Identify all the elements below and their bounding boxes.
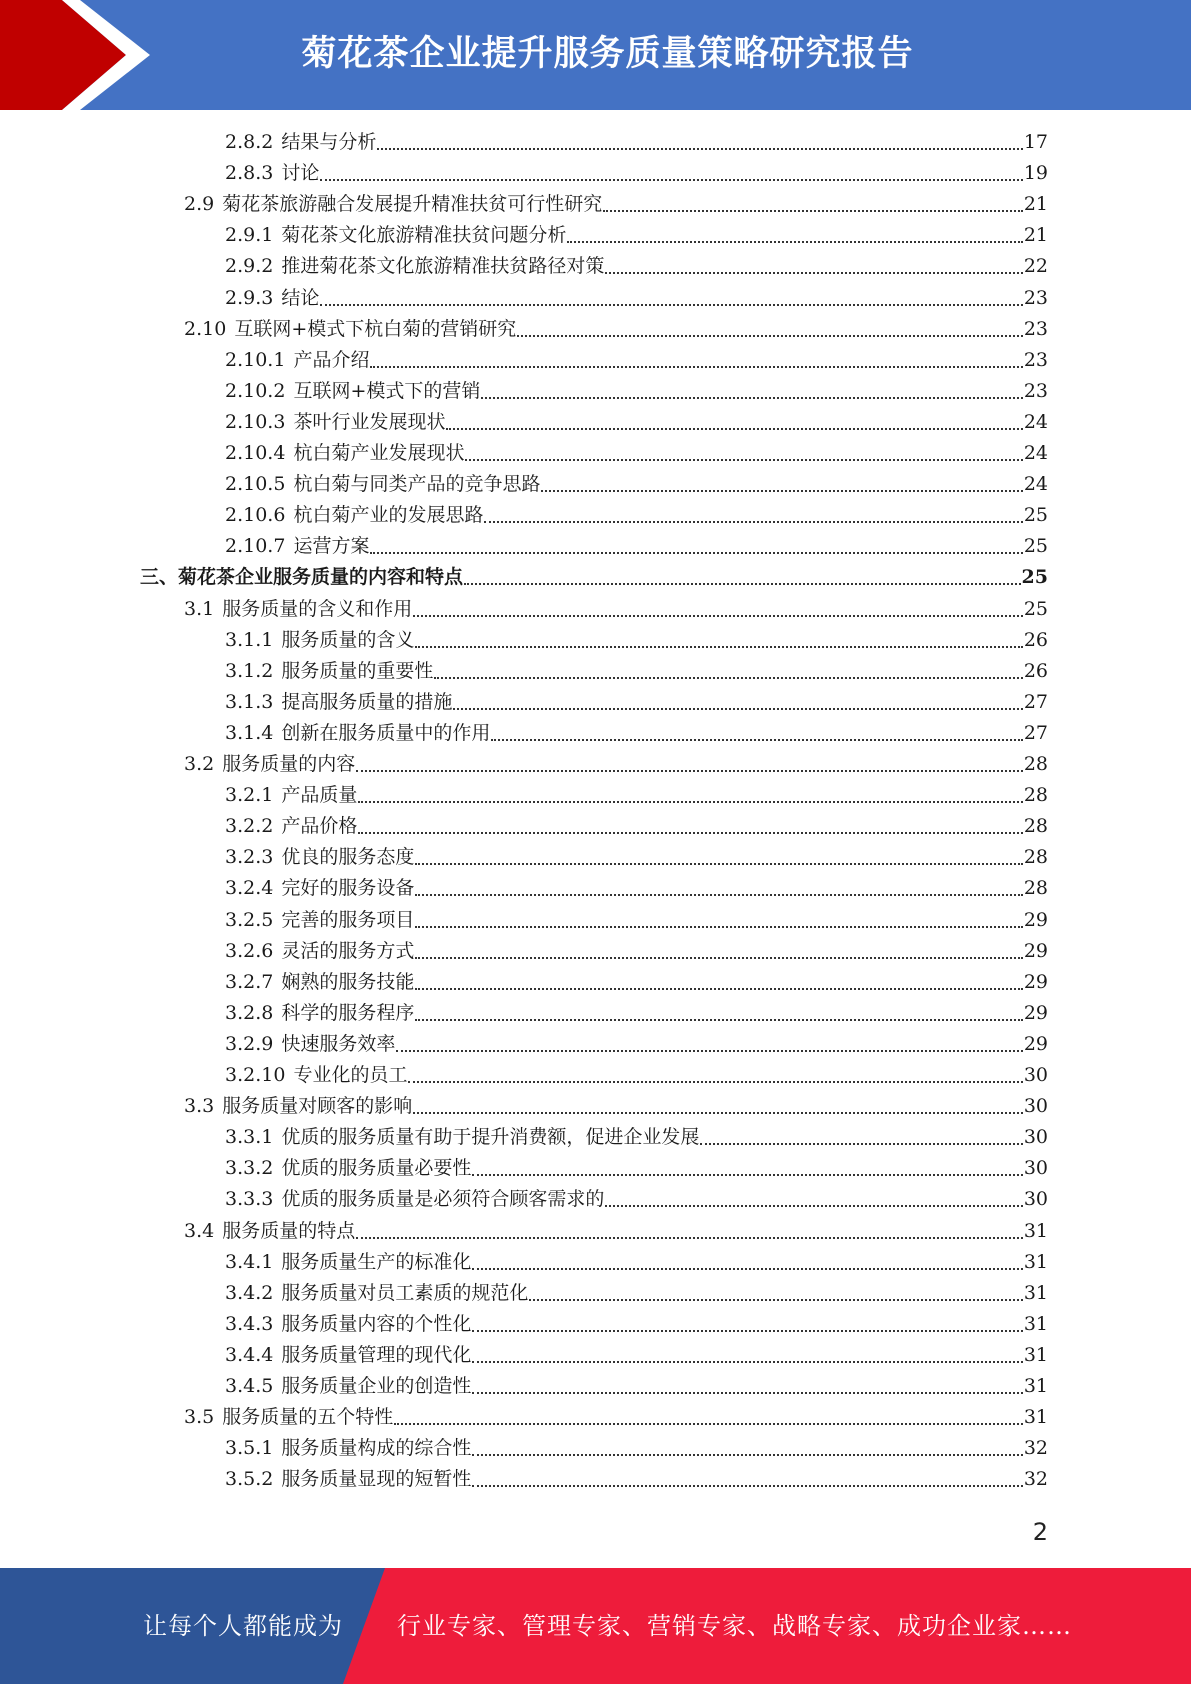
toc-dot-leader (394, 1423, 1023, 1425)
toc-entry-number: 2.10 (184, 318, 227, 340)
toc-entry-page: 23 (1023, 318, 1048, 340)
toc-entry[interactable] (184, 1091, 1048, 1122)
toc-entry-page: 29 (1023, 940, 1048, 962)
toc-entry-number: 2.10.7 (225, 535, 286, 557)
toc-entry[interactable] (225, 158, 1048, 189)
toc-entry-page: 29 (1023, 909, 1048, 931)
toc-entry-title: 产品价格 (281, 815, 358, 837)
toc-entry-title: 结果与分析 (281, 131, 377, 153)
toc-dot-leader (605, 272, 1022, 274)
toc-entry[interactable] (225, 127, 1048, 158)
toc-entry-title: 推进菊花茶文化旅游精准扶贫路径对策 (281, 255, 605, 277)
toc-entry-page: 19 (1023, 162, 1048, 184)
toc-dot-leader (415, 957, 1022, 959)
toc-entry[interactable] (184, 594, 1048, 625)
toc-entry-number: 3.4.2 (225, 1282, 274, 1304)
toc-entry-number: 3.5 (184, 1406, 215, 1428)
toc-entry-title: 服务质量管理的现代化 (281, 1344, 472, 1366)
toc-entry-number: 3.3.3 (225, 1188, 274, 1210)
toc-entry[interactable] (225, 531, 1048, 562)
toc-entry-title: 服务质量对顾客的影响 (222, 1095, 413, 1117)
toc-entry-page: 27 (1023, 722, 1048, 744)
toc-entry[interactable] (225, 1153, 1048, 1184)
toc-dot-leader (320, 304, 1022, 306)
toc-entry-title: 结论 (281, 287, 320, 309)
toc-entry-page: 25 (1023, 504, 1048, 526)
toc-dot-leader (415, 646, 1022, 648)
toc-entry-page: 31 (1023, 1375, 1048, 1397)
toc-entry-page: 23 (1023, 380, 1048, 402)
toc-entry-number: 3.2.9 (225, 1033, 274, 1055)
toc-entry[interactable] (225, 1464, 1048, 1495)
toc-dot-leader (370, 366, 1022, 368)
toc-entry-page: 21 (1023, 224, 1048, 246)
toc-entry-title: 专业化的员工 (293, 1064, 408, 1086)
toc-entry-title: 科学的服务程序 (281, 1002, 415, 1024)
toc-dot-leader (356, 770, 1023, 772)
toc-dot-leader (320, 179, 1022, 181)
toc-entry[interactable] (225, 1309, 1048, 1340)
toc-entry[interactable] (225, 1433, 1048, 1464)
toc-entry-title: 杭白菊与同类产品的竞争思路 (293, 473, 541, 495)
toc-dot-leader (434, 677, 1022, 679)
toc-entry-number: 2.10.1 (225, 349, 286, 371)
toc-entry-page: 23 (1023, 287, 1048, 309)
toc-entry-title: 互联网+模式下杭白菊的营销研究 (234, 318, 517, 340)
toc-entry-number: 3.2.8 (225, 1002, 274, 1024)
toc-dot-leader (481, 397, 1022, 399)
toc-entry-number: 3.2.10 (225, 1064, 286, 1086)
toc-entry[interactable] (225, 251, 1048, 282)
toc-entry[interactable] (225, 376, 1048, 407)
toc-entry-title: 优质的服务质量有助于提升消费额，促进企业发展 (281, 1126, 700, 1148)
toc-entry-number: 2.8.3 (225, 162, 274, 184)
toc-entry[interactable] (225, 220, 1048, 251)
toc-entry-title: 杭白菊产业发展现状 (293, 442, 465, 464)
toc-entry[interactable] (225, 780, 1048, 811)
toc-entry-number: 3.4.4 (225, 1344, 274, 1366)
toc-entry-number: 3.1.3 (225, 691, 274, 713)
toc-entry-page: 31 (1023, 1344, 1048, 1366)
toc-entry-title: 服务质量的含义 (281, 629, 415, 651)
toc-entry-number: 2.10.4 (225, 442, 286, 464)
toc-dot-leader (453, 708, 1022, 710)
toc-entry-page: 31 (1023, 1313, 1048, 1335)
toc-entry-page: 30 (1023, 1095, 1048, 1117)
toc-entry-page: 22 (1023, 255, 1048, 277)
toc-entry[interactable] (225, 811, 1048, 842)
toc-entry-page: 31 (1023, 1282, 1048, 1304)
toc-entry-title: 服务质量对员工素质的规范化 (281, 1282, 529, 1304)
toc-entry-title: 运营方案 (293, 535, 370, 557)
toc-entry-title: 完好的服务设备 (281, 877, 415, 899)
toc-dot-leader (396, 1050, 1022, 1052)
toc-entry-number: 2.10.3 (225, 411, 286, 433)
toc-dot-leader (356, 1237, 1023, 1239)
toc-dot-leader (472, 1330, 1022, 1332)
toc-entry[interactable] (225, 687, 1048, 718)
toc-entry-number: 3.5.2 (225, 1468, 274, 1490)
toc-entry-number: 3.2.3 (225, 846, 274, 868)
toc-entry-page: 17 (1023, 131, 1048, 153)
toc-entry[interactable] (184, 1402, 1048, 1433)
toc-entry[interactable] (225, 1060, 1048, 1091)
toc-entry-page: 32 (1023, 1437, 1048, 1459)
toc-entry-page: 31 (1023, 1406, 1048, 1428)
toc-entry-number: 3.4 (184, 1220, 215, 1242)
report-title: 菊花茶企业提升服务质量策略研究报告 (301, 34, 914, 74)
toc-entry-number: 3.1 (184, 598, 215, 620)
toc-dot-leader (358, 801, 1022, 803)
toc-entry[interactable] (225, 718, 1048, 749)
toc-entry[interactable] (225, 1278, 1048, 1309)
toc-entry-title: 服务质量的重要性 (281, 660, 434, 682)
toc-dot-leader (472, 1454, 1022, 1456)
toc-entry-number: 3.2.1 (225, 784, 274, 806)
toc-entry-page: 24 (1023, 442, 1048, 464)
toc-entry[interactable] (225, 998, 1048, 1029)
toc-entry-number: 2.10.2 (225, 380, 286, 402)
toc-entry-title: 服务质量的含义和作用 (222, 598, 413, 620)
toc-entry[interactable] (225, 500, 1048, 531)
toc-entry-title: 杭白菊产业的发展思路 (293, 504, 484, 526)
toc-entry[interactable] (225, 345, 1048, 376)
toc-entry-number: 2.8.2 (225, 131, 274, 153)
toc-entry-page: 28 (1023, 753, 1048, 775)
toc-entry-title: 服务质量企业的创造性 (281, 1375, 472, 1397)
toc-entry-title: 菊花茶旅游融合发展提升精准扶贫可行性研究 (222, 193, 603, 215)
toc-dot-leader (472, 1174, 1022, 1176)
toc-entry[interactable] (184, 749, 1048, 780)
toc-entry-number: 3.2.5 (225, 909, 274, 931)
toc-entry[interactable] (225, 1122, 1048, 1153)
toc-dot-leader (484, 521, 1022, 523)
toc-entry-number: 3.4.5 (225, 1375, 274, 1397)
toc-dot-leader (415, 926, 1022, 928)
toc-dot-leader (472, 1361, 1022, 1363)
toc-entry[interactable] (225, 1029, 1048, 1060)
toc-entry-number: 2.9.1 (225, 224, 274, 246)
toc-entry[interactable] (225, 625, 1048, 656)
toc-entry-number: 3.2.2 (225, 815, 274, 837)
toc-dot-leader (603, 210, 1023, 212)
toc-dot-leader (415, 894, 1022, 896)
toc-dot-leader (415, 1019, 1022, 1021)
toc-entry[interactable] (225, 407, 1048, 438)
toc-dot-leader (415, 863, 1022, 865)
toc-entry-number: 3.3.1 (225, 1126, 274, 1148)
toc-entry-page: 32 (1023, 1468, 1048, 1490)
toc-entry-page: 27 (1023, 691, 1048, 713)
toc-dot-leader (413, 1112, 1023, 1114)
toc-entry-title: 讨论 (281, 162, 320, 184)
toc-entry-title: 服务质量的内容 (222, 753, 356, 775)
toc-entry-page: 30 (1023, 1188, 1048, 1210)
toc-entry-title: 优良的服务态度 (281, 846, 415, 868)
toc-dot-leader (377, 148, 1022, 150)
toc-entry[interactable] (225, 438, 1048, 469)
toc-entry-title: 互联网+模式下的营销 (293, 380, 481, 402)
toc-dot-leader (491, 739, 1022, 741)
toc-entry-number: 3.4.3 (225, 1313, 274, 1335)
toc-entry-page: 31 (1023, 1251, 1048, 1273)
page-footer (0, 1568, 1191, 1684)
toc-entry-number: 3.2.6 (225, 940, 274, 962)
toc-dot-leader (567, 241, 1022, 243)
toc-entry-number: 3.1.1 (225, 629, 274, 651)
toc-entry-page: 28 (1023, 815, 1048, 837)
toc-dot-leader (472, 1485, 1022, 1487)
toc-entry-number: 3.5.1 (225, 1437, 274, 1459)
toc-dot-leader (517, 335, 1023, 337)
toc-entry-page: 29 (1023, 1033, 1048, 1055)
toc-dot-leader (464, 583, 1021, 585)
toc-entry-page: 29 (1023, 1002, 1048, 1024)
toc-entry-number: 2.9.3 (225, 287, 274, 309)
toc-entry-title: 产品介绍 (293, 349, 370, 371)
toc-entry-title: 服务质量构成的综合性 (281, 1437, 472, 1459)
toc-dot-leader (700, 1143, 1022, 1145)
toc-dot-leader (472, 1392, 1022, 1394)
toc-entry[interactable] (225, 873, 1048, 904)
toc-entry-title: 快速服务效率 (281, 1033, 396, 1055)
toc-entry-title: 优质的服务质量是必须符合顾客需求的 (281, 1188, 605, 1210)
toc-entry[interactable] (140, 562, 1048, 593)
toc-dot-leader (413, 615, 1023, 617)
toc-entry-page: 23 (1023, 349, 1048, 371)
toc-entry[interactable] (225, 283, 1048, 314)
toc-entry-number: 2.9.2 (225, 255, 274, 277)
toc-entry-title: 菊花茶企业服务质量的内容和特点 (178, 566, 464, 588)
toc-entry[interactable] (225, 842, 1048, 873)
toc-entry-page: 28 (1023, 784, 1048, 806)
toc-dot-leader (605, 1205, 1022, 1207)
toc-entry[interactable] (225, 1184, 1048, 1215)
footer-slogan-left: 让每个人都能成为 (143, 1612, 343, 1640)
toc-entry-number: 3.2.7 (225, 971, 274, 993)
toc-entry-page: 25 (1023, 598, 1048, 620)
toc-entry-title: 菊花茶文化旅游精准扶贫问题分析 (281, 224, 567, 246)
toc-entry-page: 28 (1023, 877, 1048, 899)
toc-entry-page: 31 (1023, 1220, 1048, 1242)
toc-entry[interactable] (184, 1216, 1048, 1247)
toc-entry-page: 30 (1023, 1064, 1048, 1086)
toc-entry-page: 26 (1023, 629, 1048, 651)
toc-entry-number: 2.9 (184, 193, 215, 215)
toc-entry-title: 服务质量的特点 (222, 1220, 356, 1242)
toc-dot-leader (529, 1299, 1022, 1301)
toc-entry[interactable] (184, 314, 1048, 345)
toc-entry-title: 茶叶行业发展现状 (293, 411, 446, 433)
toc-entry[interactable] (225, 936, 1048, 967)
toc-entry[interactable] (225, 1340, 1048, 1371)
toc-entry-page: 28 (1023, 846, 1048, 868)
toc-dot-leader (541, 490, 1022, 492)
toc-dot-leader (408, 1081, 1022, 1083)
toc-entry-number: 3.2.4 (225, 877, 274, 899)
toc-entry[interactable] (225, 905, 1048, 936)
toc-entry-title: 娴熟的服务技能 (281, 971, 415, 993)
footer-slogan-right: 行业专家、管理专家、营销专家、战略专家、成功企业家…… (397, 1612, 1072, 1640)
toc-entry-number: 2.10.6 (225, 504, 286, 526)
toc-entry-number: 3.4.1 (225, 1251, 274, 1273)
toc-entry[interactable] (225, 967, 1048, 998)
toc-entry-page: 25 (1023, 535, 1048, 557)
toc-entry[interactable] (225, 1247, 1048, 1278)
toc-dot-leader (370, 552, 1022, 554)
toc-entry[interactable] (184, 189, 1048, 220)
toc-entry-title: 灵活的服务方式 (281, 940, 415, 962)
toc-entry-page: 24 (1023, 473, 1048, 495)
toc-dot-leader (358, 832, 1022, 834)
toc-entry-number: 3.3.2 (225, 1157, 274, 1179)
toc-entry-page: 26 (1023, 660, 1048, 682)
toc-entry-title: 服务质量的五个特性 (222, 1406, 394, 1428)
toc-entry-title: 创新在服务质量中的作用 (281, 722, 491, 744)
toc-entry-page: 24 (1023, 411, 1048, 433)
toc-entry-title: 提高服务质量的措施 (281, 691, 453, 713)
toc-dot-leader (472, 1268, 1022, 1270)
page-number: 2 (1032, 1518, 1048, 1546)
toc-entry-title: 产品质量 (281, 784, 358, 806)
toc-entry-page: 29 (1023, 971, 1048, 993)
toc-entry-title: 服务质量内容的个性化 (281, 1313, 472, 1335)
toc-entry[interactable] (225, 656, 1048, 687)
toc-entry-number: 3.1.4 (225, 722, 274, 744)
toc-entry-title: 服务质量生产的标准化 (281, 1251, 472, 1273)
toc-entry-page: 30 (1023, 1126, 1048, 1148)
toc-entry-number: 3.2 (184, 753, 215, 775)
toc-entry-page: 30 (1023, 1157, 1048, 1179)
page-header (0, 0, 1191, 110)
toc-entry-title: 优质的服务质量必要性 (281, 1157, 472, 1179)
toc-entry-number: 三、 (140, 566, 179, 588)
toc-entry-title: 服务质量显现的短暂性 (281, 1468, 472, 1490)
toc-entry-number: 3.1.2 (225, 660, 274, 682)
toc-entry-number: 3.3 (184, 1095, 215, 1117)
toc-entry[interactable] (225, 469, 1048, 500)
toc-dot-leader (415, 988, 1022, 990)
toc-entry-page: 25 (1021, 566, 1048, 588)
toc-entry[interactable] (225, 1371, 1048, 1402)
toc-entry-page: 21 (1023, 193, 1048, 215)
toc-dot-leader (446, 428, 1022, 430)
toc-dot-leader (465, 459, 1022, 461)
toc-entry-number: 2.10.5 (225, 473, 286, 495)
toc-entry-title: 完善的服务项目 (281, 909, 415, 931)
